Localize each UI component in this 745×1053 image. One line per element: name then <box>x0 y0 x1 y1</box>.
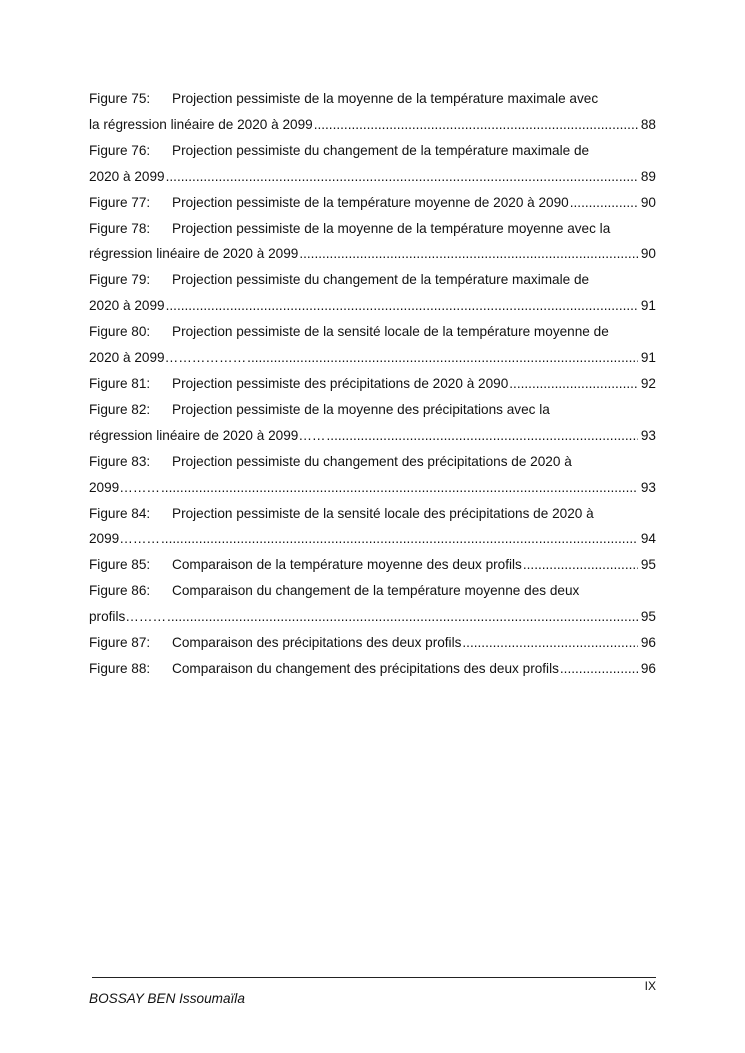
toc-entry-figure-87[interactable] <box>89 630 656 656</box>
figure-caption: Comparaison du changement des précipitations des deux profils <box>172 660 559 676</box>
figure-caption: Projection pessimiste de la sensité locale des précipitations de 2020 à <box>172 505 594 521</box>
page-number: 90 <box>640 246 656 262</box>
toc-entry-figure-77[interactable] <box>89 190 656 216</box>
dot-leader <box>327 423 638 449</box>
figure-label: Figure 80: <box>89 324 151 340</box>
figure-caption-continued: régression linéaire de 2020 à 2099 <box>89 246 299 262</box>
toc-entry-figure-76[interactable] <box>89 138 656 190</box>
figure-label: Figure 77: <box>89 194 151 210</box>
footer-rule <box>92 977 656 978</box>
footer-author: BOSSAY BEN Issoumaïla <box>89 991 245 1006</box>
figure-caption: Projection pessimiste du changement des précipitations de 2020 à <box>172 453 572 469</box>
figure-caption: Comparaison du changement de la température moyenne des deux <box>172 583 580 599</box>
dot-leader <box>247 345 638 371</box>
toc-entry-figure-83[interactable] <box>89 449 656 501</box>
figure-caption-continued: 2020 à 2099 <box>89 298 165 314</box>
dot-leader <box>560 656 638 682</box>
page-number: 90 <box>640 194 656 210</box>
figure-caption: Projection pessimiste de la température moyenne de 2020 à 2090 <box>172 194 569 210</box>
figure-label: Figure 78: <box>89 220 151 236</box>
toc-entry-figure-81[interactable] <box>89 371 656 397</box>
dot-leader <box>161 475 638 501</box>
toc-entry-figure-85[interactable] <box>89 552 656 578</box>
figure-caption-continued: 2020 à 2099……………… <box>89 350 247 366</box>
page-number: 94 <box>640 531 656 547</box>
figure-caption-continued: 2099……… <box>89 531 161 547</box>
figure-caption-continued: régression linéaire de 2020 à 2099…… <box>89 427 326 443</box>
page-number: 91 <box>640 350 656 366</box>
page-number: 93 <box>640 479 656 495</box>
toc-entry-figure-79[interactable] <box>89 267 656 319</box>
dot-leader <box>166 293 638 319</box>
toc-entry-figure-82[interactable] <box>89 397 656 449</box>
figure-caption: Projection pessimiste de la moyenne de la température moyenne avec la <box>172 220 611 236</box>
page-number: 91 <box>640 298 656 314</box>
page-number: 88 <box>640 116 656 132</box>
dot-leader <box>570 190 638 216</box>
page-number: 96 <box>640 635 656 651</box>
page-number: 95 <box>640 609 656 625</box>
figure-caption-continued: 2099……… <box>89 479 161 495</box>
figure-caption-continued: profils……… <box>89 609 167 625</box>
dot-leader <box>167 604 638 630</box>
figure-label: Figure 81: <box>89 375 151 391</box>
dot-leader <box>166 164 638 190</box>
figure-label: Figure 84: <box>89 505 151 521</box>
figure-caption: Projection pessimiste du changement de la température maximale de <box>172 272 590 288</box>
toc-entry-figure-75[interactable] <box>89 86 656 138</box>
figure-label: Figure 88: <box>89 660 151 676</box>
figure-caption: Comparaison de la température moyenne des deux profils <box>172 557 522 573</box>
dot-leader <box>523 552 638 578</box>
figure-caption: Projection pessimiste de la sensité locale de la température moyenne de <box>172 324 609 340</box>
footer-page-number: IX <box>644 979 656 993</box>
dot-leader <box>509 371 638 397</box>
toc-entry-figure-88[interactable] <box>89 656 656 682</box>
figure-caption: Projection pessimiste des précipitations de 2020 à 2090 <box>172 375 509 391</box>
figure-label: Figure 85: <box>89 557 151 573</box>
figure-caption: Projection pessimiste de la moyenne de la température maximale avec <box>172 91 599 106</box>
figure-label: Figure 82: <box>89 401 151 417</box>
figure-caption: Projection pessimiste de la moyenne des précipitations avec la <box>172 401 550 417</box>
figure-label: Figure 76: <box>89 142 151 158</box>
dot-leader <box>299 241 638 267</box>
dot-leader <box>161 526 638 552</box>
figure-label: Figure 75: <box>89 91 151 106</box>
figure-label: Figure 86: <box>89 583 151 599</box>
figure-label: Figure 79: <box>89 272 151 288</box>
toc-entry-figure-80[interactable] <box>89 319 656 371</box>
figure-caption: Comparaison des précipitations des deux profils <box>172 635 462 651</box>
figure-caption: Projection pessimiste du changement de la température maximale de <box>172 142 590 158</box>
page-number: 89 <box>640 168 656 184</box>
toc-entry-figure-86[interactable] <box>89 578 656 630</box>
page-number: 95 <box>640 557 656 573</box>
toc-entry-figure-84[interactable] <box>89 501 656 553</box>
figure-label: Figure 83: <box>89 453 151 469</box>
page-number: 93 <box>640 427 656 443</box>
figure-label: Figure 87: <box>89 635 151 651</box>
toc-entry-figure-78[interactable] <box>89 216 656 268</box>
dot-leader <box>462 630 637 656</box>
list-of-figures <box>89 86 656 682</box>
page-number: 92 <box>640 375 656 391</box>
figure-caption-continued: la régression linéaire de 2020 à 2099 <box>89 116 313 132</box>
page-number: 96 <box>640 660 656 676</box>
dot-leader <box>314 112 638 138</box>
figure-caption-continued: 2020 à 2099 <box>89 168 165 184</box>
